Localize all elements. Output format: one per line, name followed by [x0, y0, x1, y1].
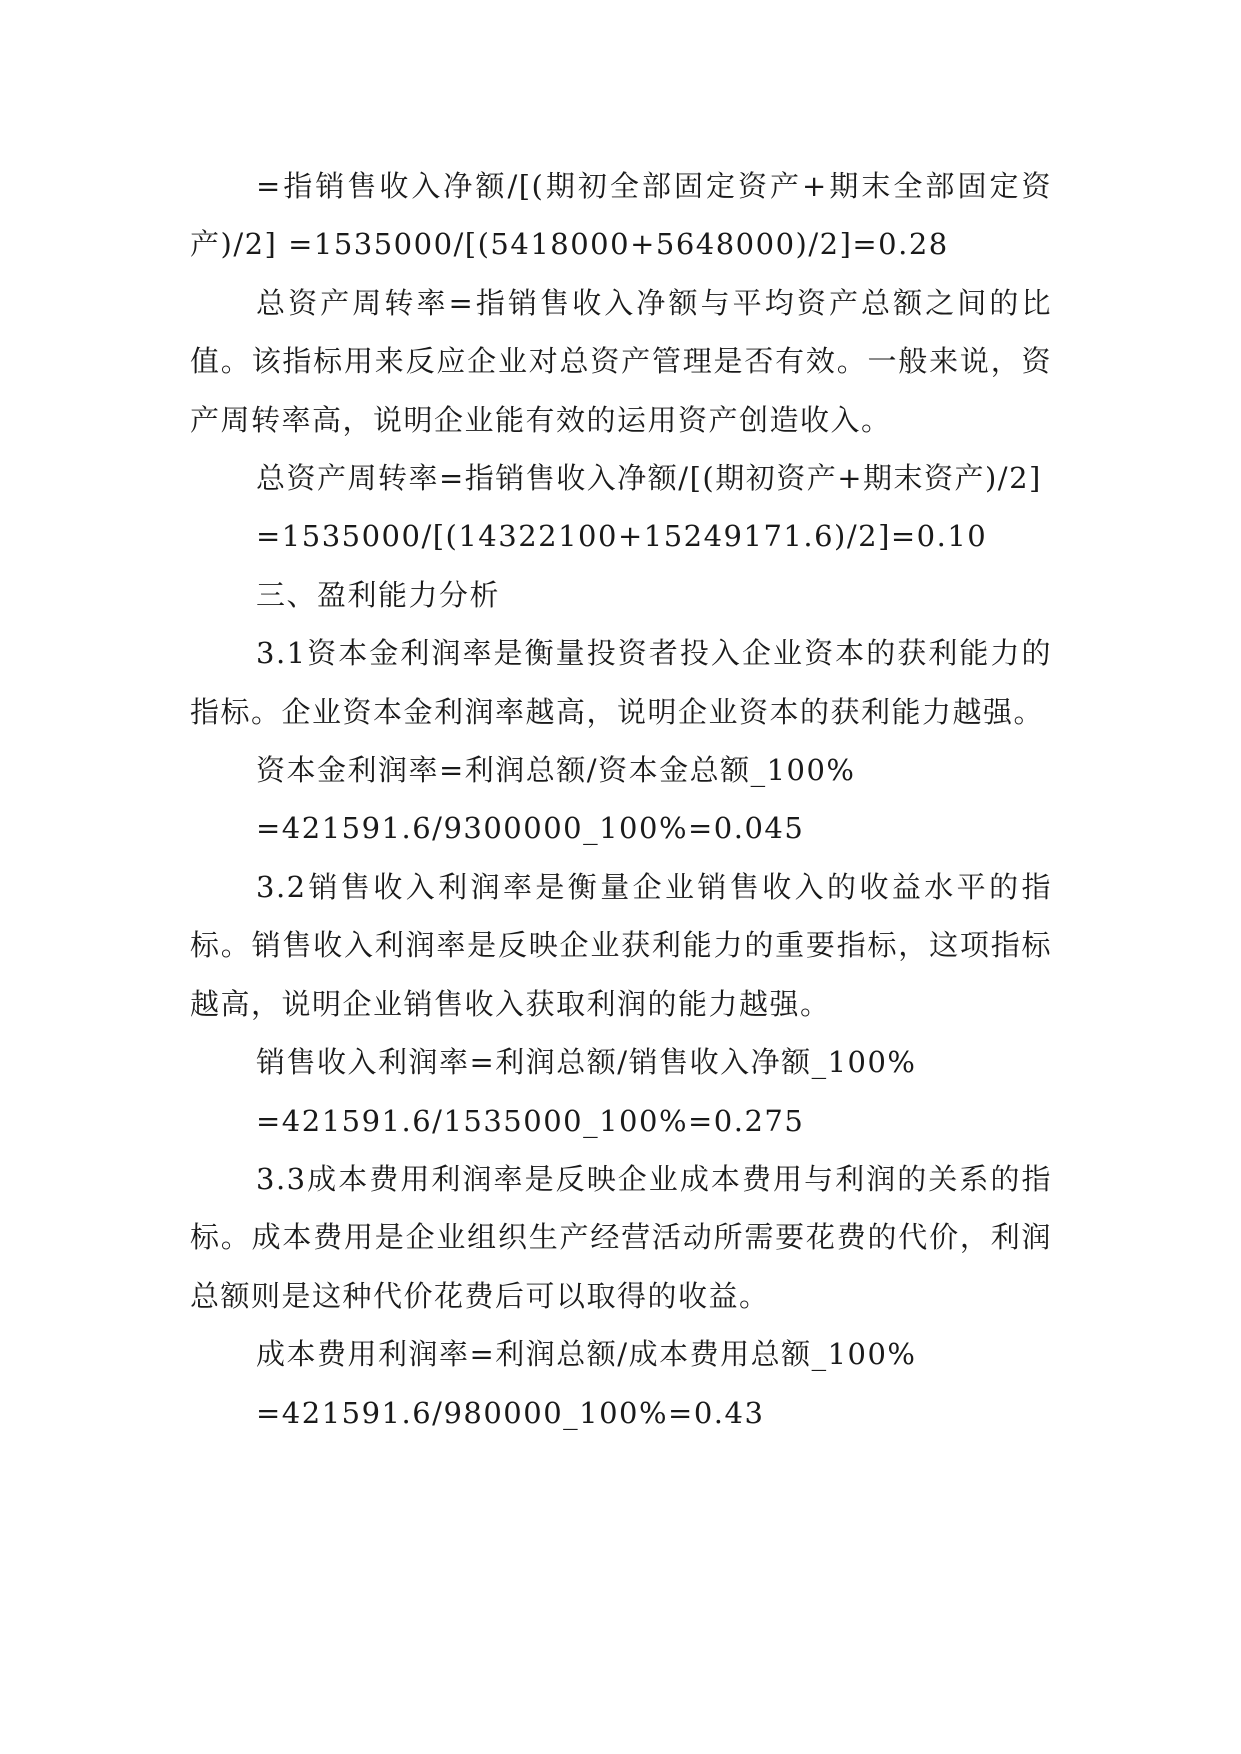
paragraph-sales-profit-rate-formula: 销售收入利润率=利润总额/销售收入净额_100% [256, 1045, 917, 1080]
paragraph-total-asset-turnover-calculation: =1535000/[(14322100+15249171.6)/2]=0.10 [256, 519, 988, 554]
paragraph-fixed-asset-turnover-formula: =指销售收入净额/[(期初全部固定资产+期末全部固定资产)/2] =1535000/[(5418000+5648000)/2]=0.28 [190, 169, 1052, 262]
paragraph-total-asset-turnover-definition: 总资产周转率=指销售收入净额与平均资产总额之间的比值。该指标用来反应企业对总资产管理是否有效。一般来说，资产周转率高，说明企业能有效的运用资产创造收入。 [190, 285, 1052, 437]
paragraph-cost-profit-rate-calculation: =421591.6/980000_100%=0.43 [256, 1395, 765, 1430]
paragraph-capital-profit-rate-definition: 3.1资本金利润率是衡量投资者投入企业资本的获利能力的指标。企业资本金利润率越高，说明企业资本的获利能力越强。 [190, 636, 1052, 729]
paragraph-cost-profit-rate-formula: 成本费用利润率=利润总额/成本费用总额_100% [256, 1337, 917, 1372]
document-body [190, 157, 1052, 1442]
paragraph-cost-profit-rate-definition: 3.3成本费用利润率是反映企业成本费用与利润的关系的指标。成本费用是企业组织生产经营活动所需要花费的代价，利润总额则是这种代价花费后可以取得的收益。 [190, 1161, 1052, 1313]
paragraph-sales-profit-rate-definition: 3.2销售收入利润率是衡量企业销售收入的收益水平的指标。销售收入利润率是反映企业获利能力的重要指标，这项指标越高，说明企业销售收入获取利润的能力越强。 [190, 869, 1052, 1021]
paragraph-total-asset-turnover-formula: 总资产周转率=指销售收入净额/[(期初资产+期末资产)/2] [256, 461, 1042, 496]
paragraph-capital-profit-rate-calculation: =421591.6/9300000_100%=0.045 [256, 811, 805, 846]
paragraph-sales-profit-rate-calculation: =421591.6/1535000_100%=0.275 [256, 1103, 805, 1138]
paragraph-capital-profit-rate-formula: 资本金利润率=利润总额/资本金总额_100% [256, 753, 856, 788]
section-heading-profitability: 三、盈利能力分析 [256, 577, 501, 612]
